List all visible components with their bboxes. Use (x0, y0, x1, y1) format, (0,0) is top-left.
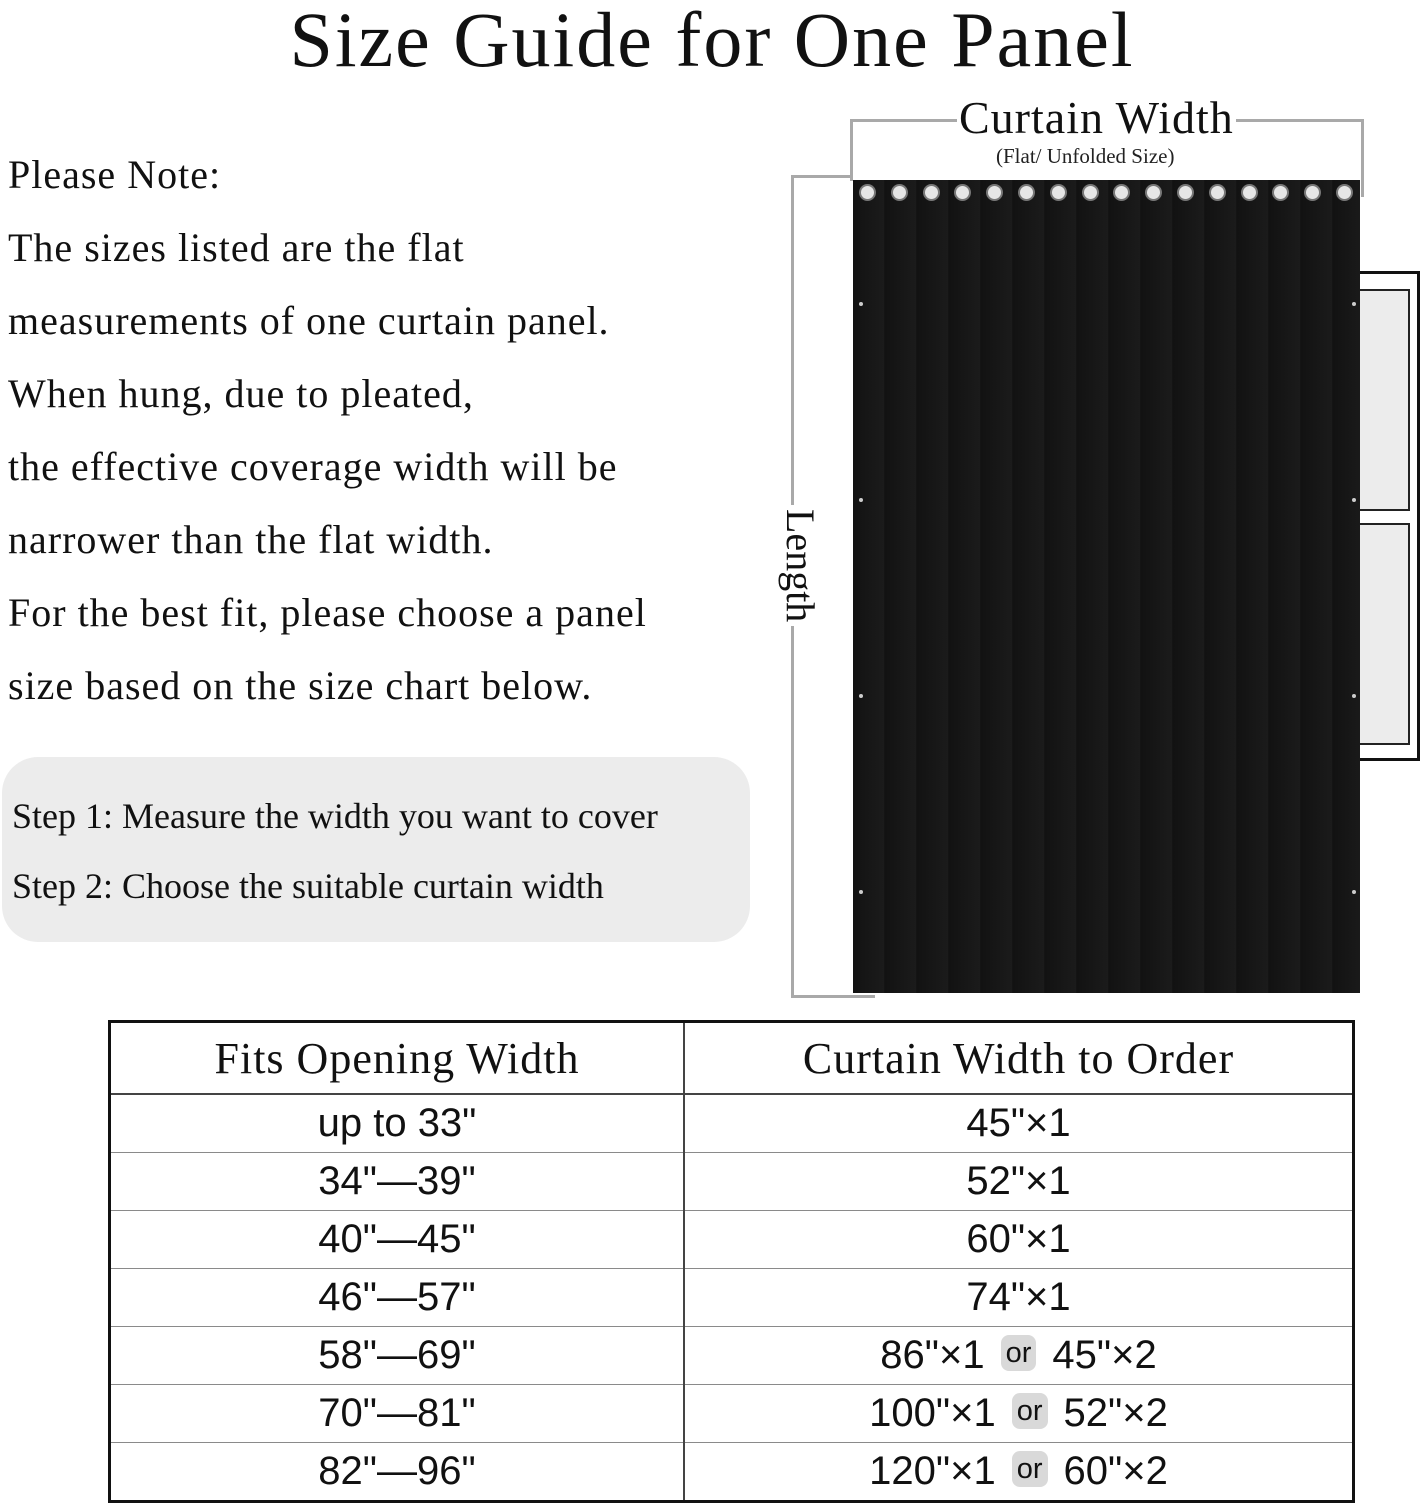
grommet-icon (891, 184, 908, 201)
step-1-text: Step 1: Measure the width you want to cover (12, 796, 658, 836)
table-header-row (110, 1022, 1354, 1095)
opening-width-cell: 46"—57" (110, 1269, 685, 1327)
opening-width-cell: 40"—45" (110, 1211, 685, 1269)
size-chart-table (108, 1020, 1355, 1503)
table-row (110, 1327, 1354, 1385)
length-dimension-tick-bottom (791, 995, 875, 998)
table-row (110, 1211, 1354, 1269)
table-body (110, 1094, 1354, 1502)
table-row (110, 1153, 1354, 1211)
grommet-icon (859, 184, 876, 201)
order-width-cell (684, 1094, 1354, 1153)
table-row (110, 1269, 1354, 1327)
order-option-alternate: 60"×2 (1063, 1449, 1168, 1493)
grommet-icon (923, 184, 940, 201)
opening-width-cell: 82"—96" (110, 1443, 685, 1502)
grommet-icon (1177, 184, 1194, 201)
opening-width-cell: up to 33" (110, 1094, 685, 1153)
side-dot (1352, 498, 1356, 502)
window-pane-bottom (1360, 523, 1410, 745)
grommet-icon (1018, 184, 1035, 201)
header-opening-width: Fits Opening Width (110, 1022, 685, 1095)
side-dot (1352, 890, 1356, 894)
window-pane-top (1360, 289, 1410, 511)
grommet-icon (1050, 184, 1067, 201)
table-row (110, 1385, 1354, 1443)
width-dimension-tick-right (1361, 119, 1364, 197)
order-option-primary: 52"×1 (966, 1159, 1071, 1203)
side-dot (859, 498, 863, 502)
note-heading: Please Note: (8, 152, 222, 197)
note-line: the effective coverage width will be (8, 444, 618, 489)
order-width-cell (684, 1153, 1354, 1211)
side-dot (1352, 694, 1356, 698)
length-label: Length (778, 505, 822, 626)
or-badge: or (1012, 1451, 1048, 1487)
opening-width-cell: 58"—69" (110, 1327, 685, 1385)
page-title: Size Guide for One Panel (289, 0, 1135, 83)
order-option-primary: 100"×1 (869, 1391, 996, 1435)
or-badge: or (1001, 1335, 1037, 1371)
side-dot (1352, 302, 1356, 306)
curtain-panel (853, 180, 1360, 993)
steps-box (2, 757, 750, 942)
note-line: The sizes listed are the flat (8, 225, 465, 270)
order-option-primary: 120"×1 (869, 1449, 996, 1493)
note-line: narrower than the flat width. (8, 517, 494, 562)
order-width-cell (684, 1269, 1354, 1327)
length-dimension-tick-top (791, 175, 853, 178)
header-curtain-width: Curtain Width to Order (684, 1022, 1354, 1095)
order-width-cell (684, 1327, 1354, 1385)
step-2-text: Step 2: Choose the suitable curtain width (12, 866, 604, 906)
note-line: When hung, due to pleated, (8, 371, 474, 416)
note-line: measurements of one curtain panel. (8, 298, 610, 343)
order-option-primary: 45"×1 (966, 1101, 1071, 1145)
table-row (110, 1443, 1354, 1502)
curtain-width-sublabel: (Flat/ Unfolded Size) (996, 144, 1175, 168)
side-dot (859, 694, 863, 698)
note-line: For the best fit, please choose a panel (8, 590, 647, 635)
grommet-icon (1241, 184, 1258, 201)
order-option-primary: 60"×1 (966, 1217, 1071, 1261)
order-option-alternate: 52"×2 (1063, 1391, 1168, 1435)
curtain-width-label: Curtain Width (959, 92, 1234, 143)
side-dot (859, 302, 863, 306)
order-width-cell (684, 1385, 1354, 1443)
note-line: size based on the size chart below. (8, 663, 593, 708)
order-width-cell (684, 1211, 1354, 1269)
width-dimension-tick-left (850, 119, 853, 181)
order-width-cell (684, 1443, 1354, 1502)
order-option-primary: 86"×1 (880, 1333, 985, 1377)
grommet-icon (1209, 184, 1226, 201)
order-option-primary: 74"×1 (966, 1275, 1071, 1319)
grommet-icon (1336, 184, 1353, 201)
or-badge: or (1012, 1393, 1048, 1429)
opening-width-cell: 34"—39" (110, 1153, 685, 1211)
order-option-alternate: 45"×2 (1052, 1333, 1157, 1377)
note-block (8, 138, 748, 722)
grommet-icon (1082, 184, 1099, 201)
table-row (110, 1094, 1354, 1153)
opening-width-cell: 70"—81" (110, 1385, 685, 1443)
side-dot (859, 890, 863, 894)
